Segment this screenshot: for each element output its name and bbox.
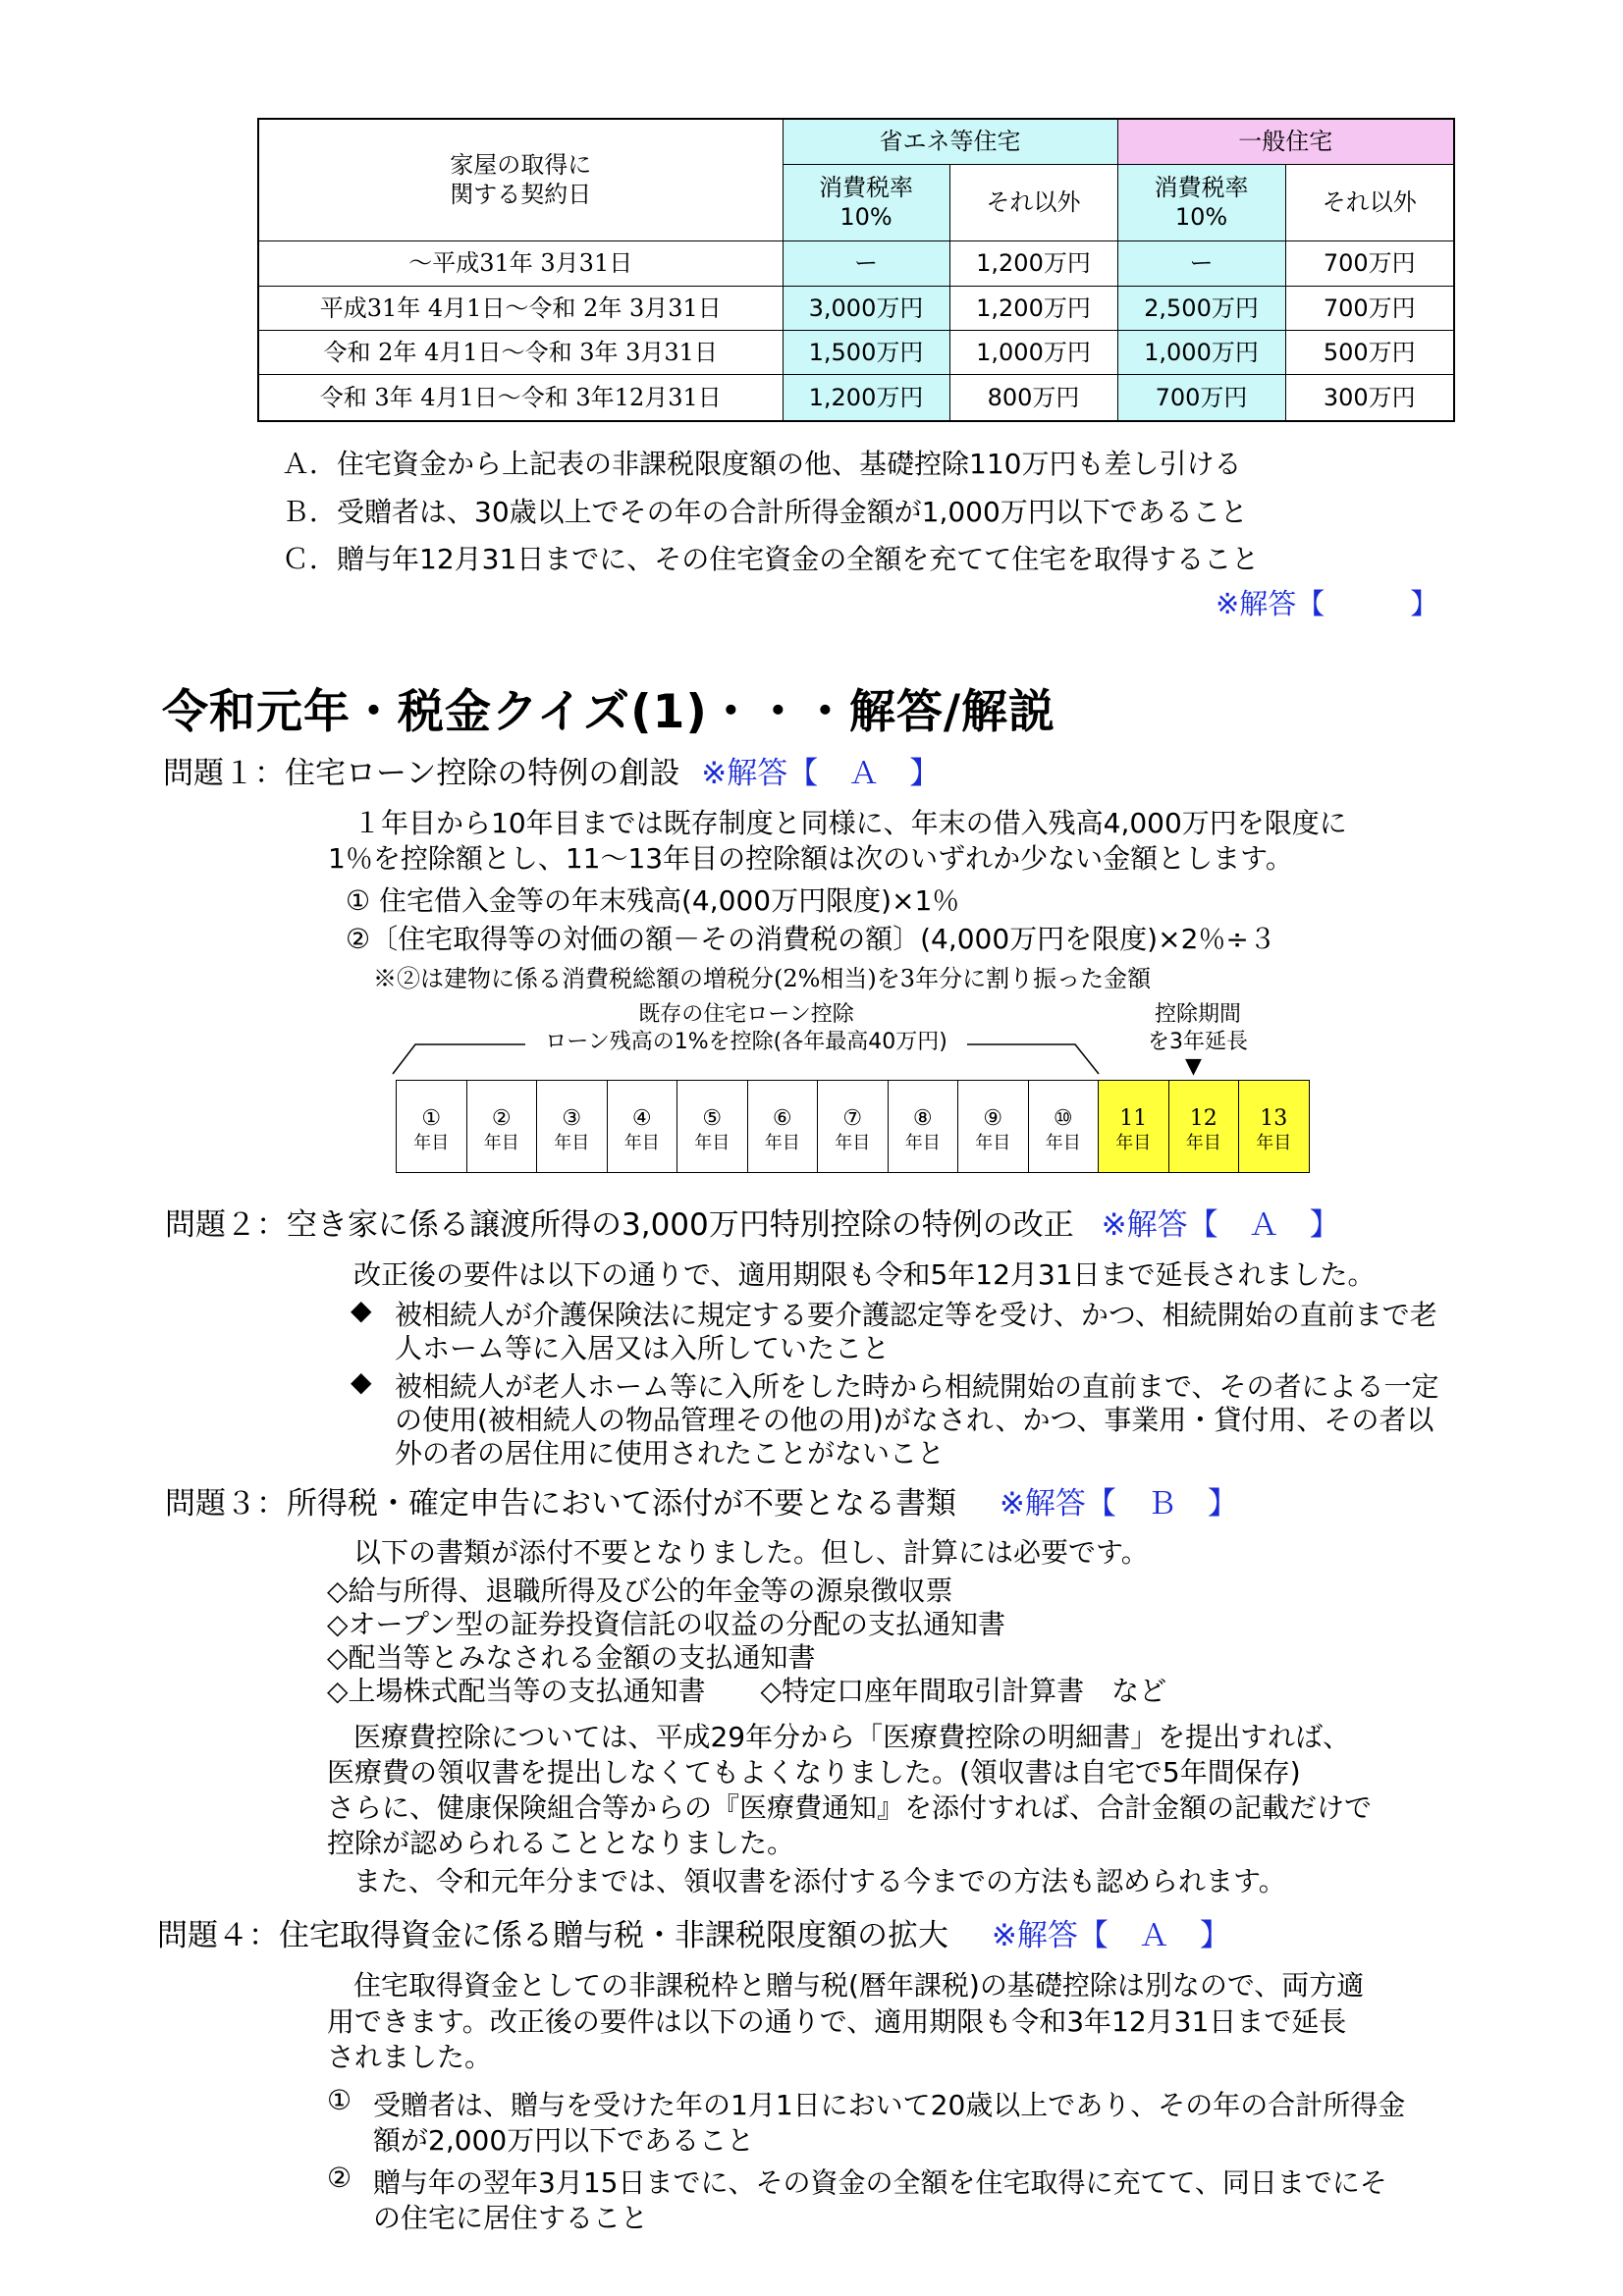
eco-housing-header: 省エネ等住宅 xyxy=(783,119,1117,164)
q1-heading-text: 問題１：住宅ローン控除の特例の創設 xyxy=(163,756,680,791)
q3-medical-line2: 医療費の領収書を提出しなくてもよくなりました。(領収書は自宅で5年間保存) xyxy=(327,1756,1301,1789)
year-unit: 年目 xyxy=(904,1133,941,1153)
answer-blank: ※解答【 】 xyxy=(1216,587,1439,620)
year-unit: 年目 xyxy=(835,1133,871,1153)
year-box xyxy=(396,1080,467,1173)
q3-heading xyxy=(165,1478,1238,1522)
q4-item1-line2: 額が2,000万円以下であること xyxy=(373,2124,755,2157)
year-number: 13 xyxy=(1260,1106,1288,1131)
year-box xyxy=(888,1080,959,1173)
year-box xyxy=(817,1080,889,1173)
year-number: ⑤ xyxy=(702,1106,723,1131)
year-number: ③ xyxy=(562,1106,582,1131)
table-cell: 1,200万円 xyxy=(949,286,1117,330)
row-date: 令和 3年 4月1日～令和 3年12月31日 xyxy=(258,374,783,421)
q1-item2: ②〔住宅取得等の対価の額－その消費税の額〕(4,000万円を限度)×2％÷３ xyxy=(346,923,1276,955)
general-housing-header: 一般住宅 xyxy=(1117,119,1454,164)
q4-item2-number: ② xyxy=(327,2162,352,2194)
year-box xyxy=(957,1080,1029,1173)
q4-paragraph-line1: 住宅取得資金としての非課税枠と贈与税(暦年課税)の基礎控除は別なので、両方適 xyxy=(353,1969,1365,2002)
eco-other-header: それ以外 xyxy=(949,164,1117,240)
q2-paragraph: 改正後の要件は以下の通りで、適用期限も令和5年12月31日まで延長されました。 xyxy=(353,1258,1376,1291)
q4-item2-line1: 贈与年の翌年3月15日までに、その資金の全額を住宅取得に充てて、同日までにそ xyxy=(373,2166,1387,2199)
year-unit: 年目 xyxy=(554,1133,590,1153)
q2-bullet2-line2: の使用(被相続人の物品管理その他の用)がなされ、かつ、事業用・貸付用、その者以 xyxy=(395,1404,1434,1436)
year-number: ④ xyxy=(631,1106,652,1131)
table-cell: 500万円 xyxy=(1285,330,1454,374)
q3-medical-line4: 控除が認められることとなりました。 xyxy=(327,1827,795,1859)
diagram-existing-desc: ローン残高の1%を控除(各年最高40万円) xyxy=(545,1030,947,1054)
general-other-header: それ以外 xyxy=(1285,164,1454,240)
table-cell: 1,200万円 xyxy=(949,240,1117,286)
bullet-icon: ◆ xyxy=(351,1294,372,1326)
year-box xyxy=(466,1080,538,1173)
year-number: ⑥ xyxy=(772,1106,792,1131)
q1-item1: ① 住宅借入金等の年末残高(4,000万円限度)×1％ xyxy=(346,884,960,917)
year-unit: 年目 xyxy=(1185,1133,1221,1153)
year-unit: 年目 xyxy=(694,1133,730,1153)
contract-date-header: 家屋の取得に 関する契約日 xyxy=(258,119,783,240)
diagram-bracket xyxy=(388,1031,1105,1080)
year-unit: 年目 xyxy=(764,1133,800,1153)
year-unit: 年目 xyxy=(1256,1133,1292,1153)
year-number: ⑩ xyxy=(1053,1106,1073,1131)
q3-doc3: ◇配当等とみなされる金額の支払通知書 xyxy=(327,1641,816,1674)
q3-doc4: ◇上場株式配当等の支払通知書 ◇特定口座年間取引計算書 など xyxy=(327,1675,1167,1707)
q2-bullet2-line3: 外の者の居住用に使用されたことがないこと xyxy=(395,1437,946,1469)
row-date: ～平成31年 3月31日 xyxy=(258,240,783,286)
year-number: 11 xyxy=(1119,1106,1148,1131)
year-number: ⑦ xyxy=(842,1106,863,1131)
q4-answer: ※解答【 Ａ 】 xyxy=(991,1918,1230,1953)
year-number: ① xyxy=(421,1106,442,1131)
table-cell: 700万円 xyxy=(1285,286,1454,330)
bullet-icon: ◆ xyxy=(351,1365,372,1398)
q4-item2-line2: の住宅に居住すること xyxy=(373,2202,649,2234)
year-box xyxy=(607,1080,678,1173)
table-row xyxy=(258,374,1454,421)
q2-answer: ※解答【 Ａ 】 xyxy=(1101,1207,1340,1243)
q4-item1-number: ① xyxy=(327,2084,352,2116)
diagram-existing-title: 既存の住宅ローン控除 xyxy=(638,1002,854,1027)
table-cell: 3,000万円 xyxy=(783,286,949,330)
table-cell: 2,500万円 xyxy=(1117,286,1285,330)
q1-heading xyxy=(163,748,940,792)
q4-heading-text: 問題４：住宅取得資金に係る贈与税・非課税限度額の拡大 xyxy=(157,1918,948,1953)
q3-doc1: ◇給与所得、退職所得及び公的年金等の源泉徴収票 xyxy=(327,1575,953,1607)
year-unit: 年目 xyxy=(483,1133,519,1153)
diagram-extension-title: 控除期間 xyxy=(1154,1002,1241,1027)
q4-item1-line1: 受贈者は、贈与を受けた年の1月1日において20歳以上であり、その年の合計所得金 xyxy=(373,2089,1406,2121)
table-row xyxy=(258,286,1454,330)
table-cell: ー xyxy=(1117,240,1285,286)
q4-paragraph-line2: 用できます。改正後の要件は以下の通りで、適用期限も令和3年12月31日まで延長 xyxy=(327,2005,1347,2038)
year-unit: 年目 xyxy=(1045,1133,1081,1153)
general-tax10-header: 消費税率 10% xyxy=(1117,164,1285,240)
table-cell: 700万円 xyxy=(1117,374,1285,421)
year-unit: 年目 xyxy=(1115,1133,1152,1153)
q2-bullet2-line1: 被相続人が老人ホーム等に入所をした時から相続開始の直前まで、その者による一定 xyxy=(395,1370,1439,1403)
year-unit: 年目 xyxy=(975,1133,1011,1153)
row-date: 令和 2年 4月1日～令和 3年 3月31日 xyxy=(258,330,783,374)
q3-answer: ※解答【 Ｂ 】 xyxy=(999,1486,1238,1522)
q3-medical-line1: 医療費控除については、平成29年分から「医療費控除の明細書」を提出すれば、 xyxy=(353,1721,1351,1753)
down-arrow-icon: ▼ xyxy=(1185,1054,1202,1079)
q1-note: ※②は建物に係る消費税総額の増税分(2%相当)を3年分に割り振った金額 xyxy=(373,965,1152,992)
q4-paragraph-line3: されました。 xyxy=(327,2041,493,2073)
q2-heading-text: 問題２：空き家に係る譲渡所得の3,000万円特別控除の特例の改正 xyxy=(165,1207,1074,1243)
year-box xyxy=(1168,1080,1240,1173)
table-row xyxy=(258,330,1454,374)
choice-b: Ｂ．受贈者は、30歳以上でその年の合計所得金額が1,000万円以下であること xyxy=(282,496,1248,528)
table-row xyxy=(258,240,1454,286)
q1-paragraph-line1: １年目から10年目までは既存制度と同様に、年末の借入残高4,000万円を限度に xyxy=(353,807,1347,839)
q3-paragraph: 以下の書類が添付不要となりました。但し、計算には必要です。 xyxy=(353,1536,1149,1569)
year-box xyxy=(747,1080,819,1173)
q3-doc2: ◇オープン型の証券投資信託の収益の分配の支払通知書 xyxy=(327,1608,1006,1640)
year-number: 12 xyxy=(1189,1106,1217,1131)
year-box xyxy=(1028,1080,1100,1173)
table-cell: 300万円 xyxy=(1285,374,1454,421)
eco-tax10-header: 消費税率 10% xyxy=(783,164,949,240)
q4-heading xyxy=(157,1910,1230,1954)
table-cell: 1,500万円 xyxy=(783,330,949,374)
table-cell: ー xyxy=(783,240,949,286)
year-number: ⑨ xyxy=(983,1106,1003,1131)
row-date: 平成31年 4月1日～令和 2年 3月31日 xyxy=(258,286,783,330)
q3-medical-line5: また、令和元年分までは、領収書を添付する今までの方法も認められます。 xyxy=(353,1865,1286,1897)
q2-bullet1-line2: 人ホーム等に入居又は入所していたこと xyxy=(395,1332,891,1364)
year-unit: 年目 xyxy=(623,1133,660,1153)
table-cell: 1,000万円 xyxy=(1117,330,1285,374)
page-title: 令和元年・税金クイズ(1)・・・解答/解説 xyxy=(162,685,1056,739)
q3-medical-line3: さらに、健康保険組合等からの『医療費通知』を添付すれば、合計金額の記載だけで xyxy=(327,1791,1373,1824)
gift-tax-limit-table xyxy=(257,118,1455,422)
year-number: ② xyxy=(491,1106,512,1131)
q1-paragraph-line2: 1％を控除額とし、11～13年目の控除額は次のいずれか少ない金額とします。 xyxy=(328,842,1293,875)
q1-answer: ※解答【 Ａ 】 xyxy=(701,756,941,791)
year-box xyxy=(536,1080,608,1173)
diagram-extension-desc: を3年延長 xyxy=(1148,1030,1248,1054)
table-cell: 1,000万円 xyxy=(949,330,1117,374)
q2-bullet1-line1: 被相続人が介護保険法に規定する要介護認定等を受け、かつ、相続開始の直前まで老 xyxy=(395,1299,1437,1331)
table-cell: 1,200万円 xyxy=(783,374,949,421)
year-box xyxy=(676,1080,748,1173)
table-cell: 700万円 xyxy=(1285,240,1454,286)
choice-a: Ａ．住宅資金から上記表の非課税限度額の他、基礎控除110万円も差し引ける xyxy=(282,448,1242,480)
q3-heading-text: 問題３：所得税・確定申告において添付が不要となる書類 xyxy=(165,1486,956,1522)
table-cell: 800万円 xyxy=(949,374,1117,421)
choice-c: Ｃ．贈与年12月31日までに、その住宅資金の全額を充てて住宅を取得すること xyxy=(282,543,1260,575)
q2-heading xyxy=(165,1200,1340,1244)
year-box xyxy=(1098,1080,1169,1173)
year-box xyxy=(1238,1080,1310,1173)
year-number: ⑧ xyxy=(912,1106,933,1131)
year-unit: 年目 xyxy=(413,1133,450,1153)
diagram-extension-label xyxy=(1105,1001,1291,1056)
